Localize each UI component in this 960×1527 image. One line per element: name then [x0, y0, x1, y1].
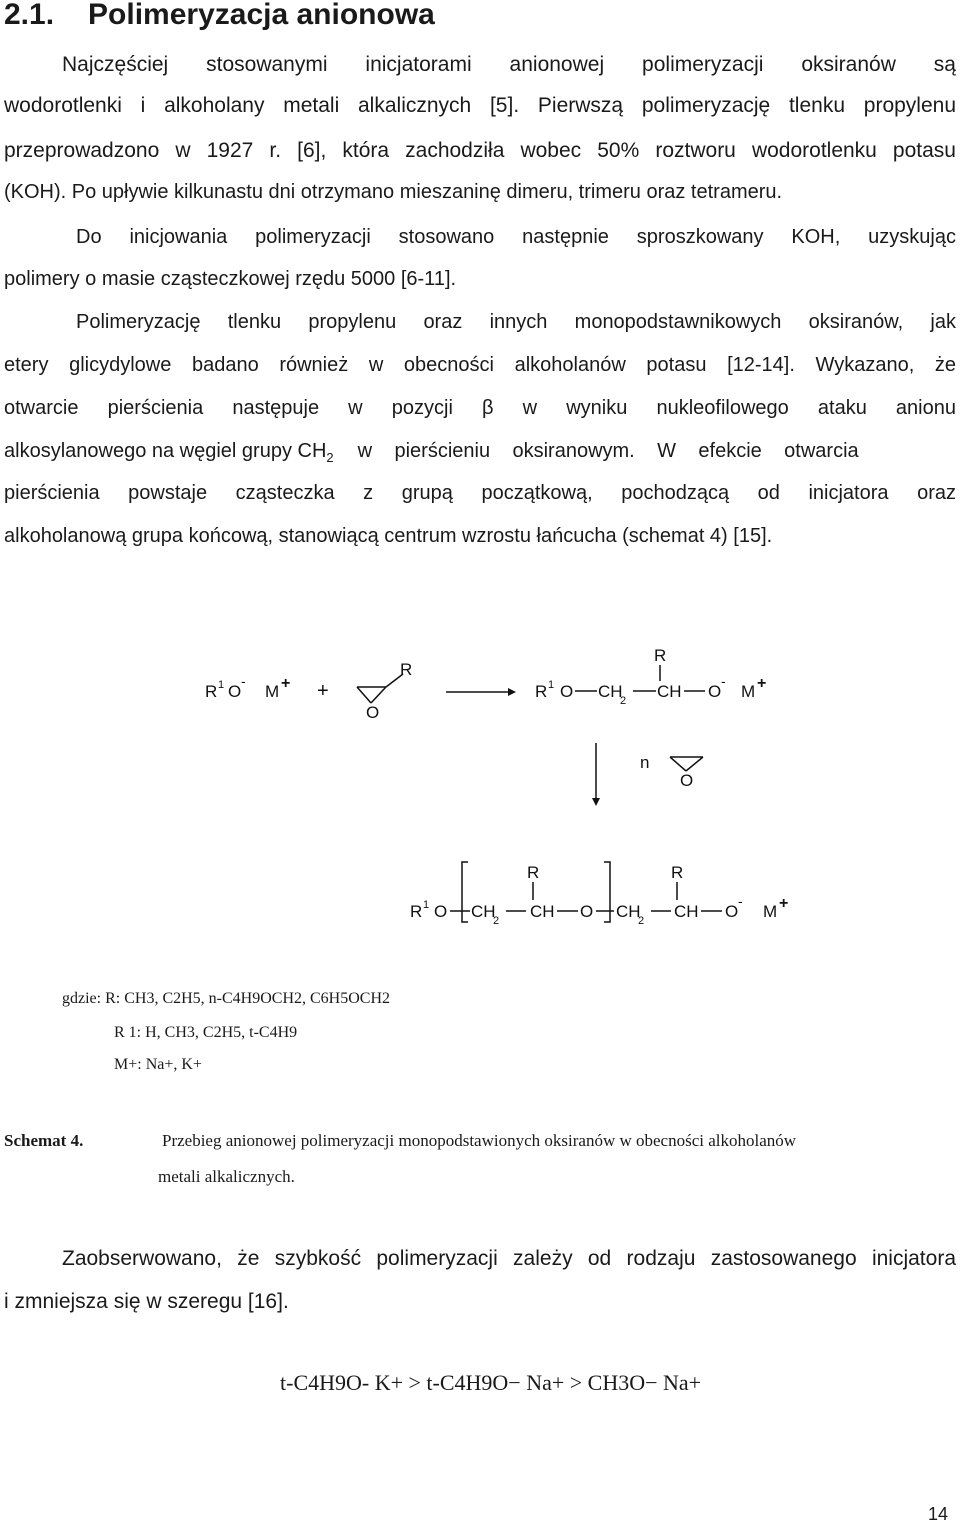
p3-line-4-b: w pierścieniu oksiranowym. W efekcie otwarcia: [357, 440, 859, 462]
poly-m: M: [763, 902, 778, 921]
poly-r1-sup: 1: [423, 899, 430, 911]
p2-line-1: Do inicjowania polimeryzacji stosowano następnie sproszkowany KOH, uzyskując: [76, 226, 956, 248]
epoxide-reactant: [357, 660, 412, 722]
poly-m-plus: +: [779, 895, 789, 912]
r1-sup: 1: [218, 679, 225, 691]
p2-line-2: polimery o masie cząsteczkowej rzędu 5000 [6-11].: [4, 268, 457, 290]
polymer-product: [0, 850, 960, 940]
p-r1: R: [535, 682, 548, 701]
poly-ch2-b: CH: [616, 902, 641, 921]
poly-o: O: [434, 902, 448, 921]
legend-line-3: M+: Na+, K+: [114, 1056, 202, 1073]
p-r: R: [654, 646, 667, 665]
caption-line-2: metali alkalicznych.: [158, 1167, 295, 1186]
poly-o-minus: O: [725, 902, 739, 921]
poly-ch2-b-sub: 2: [638, 915, 645, 927]
epoxide-r: R: [400, 660, 413, 679]
p-m-plus: +: [757, 675, 767, 692]
p-m: M: [741, 682, 756, 701]
p1-line-4: (KOH). Po upływie kilkunastu dni otrzymano mieszaninę dimeru, trimeru oraz tetrameru.: [4, 181, 783, 203]
poly-o-a: O: [580, 902, 594, 921]
p3-line-2: etery glicydylowe badano również w obecności alkoholanów potasu [12-14]. Wykazano, że: [4, 354, 956, 376]
product-row1: [535, 646, 766, 707]
legend-line-2: R 1: H, CH3, C2H5, t-C4H9: [114, 1024, 298, 1041]
poly-minus: -: [738, 893, 743, 909]
ch2-subscript: 2: [326, 450, 334, 465]
poly-ch2-a: CH: [471, 902, 496, 921]
section-number: 2.1.: [4, 0, 55, 31]
poly-ch-a: CH: [530, 902, 555, 921]
o-minus: O: [228, 682, 242, 701]
p3-line-1: Polimeryzację tlenku propylenu oraz innych monopodstawnikowych oksiranów, jak: [76, 311, 956, 333]
p3-line-3: otwarcie pierścienia następuje w pozycji β w wyniku nukleofilowego ataku anionu: [4, 397, 956, 419]
minus-sign: -: [241, 673, 246, 689]
plus-operator: +: [317, 680, 329, 702]
p4-line-2: i zmniejsza się w szeregu [16].: [4, 1290, 289, 1313]
n-epoxide-o: O: [680, 771, 694, 790]
reactivity-series: t-C4H9O- K+ > t-C4H9O− Na+ > CH3O− Na+: [280, 1370, 702, 1395]
p-r1-sup: 1: [548, 679, 555, 691]
poly-r1: R: [410, 902, 423, 921]
p-ch: CH: [657, 682, 682, 701]
p1-line-2: wodorotlenki i alkoholany metali alkalicznych [5]. Pierwszą polimeryzację tlenku propylenu: [4, 94, 956, 117]
p3-line-6: alkoholanową grupa końcową, stanowiącą centrum wzrostu łańcucha (schemat 4) [15].: [4, 525, 773, 547]
section-title: Polimeryzacja anionowa: [88, 0, 435, 31]
p-o: O: [560, 682, 574, 701]
caption-line-1: Przebieg anionowej polimeryzacji monopodstawionych oksiranów w obecności alkoholanów: [162, 1131, 797, 1150]
poly-ch2-a-sub: 2: [493, 915, 500, 927]
m-plus-sign: +: [281, 675, 291, 692]
p-minus: -: [721, 673, 726, 689]
poly-r-b: R: [671, 863, 684, 882]
p1-line-3: przeprowadzono w 1927 r. [6], która zachodziła wobec 50% roztworu wodorotlenku potasu: [4, 139, 956, 162]
p-ch2-sub: 2: [620, 695, 627, 707]
propagation-arrow: [592, 743, 600, 806]
p-o-minus: O: [708, 682, 722, 701]
p3-line-5: pierścienia powstaje cząsteczka z grupą początkową, pochodzącą od inicjatora oraz: [4, 482, 956, 504]
p3-line-4-a: alkosylanowego na węgiel grupy CH: [4, 440, 327, 462]
n-label: n: [640, 753, 650, 772]
r1-label: R: [205, 682, 218, 701]
poly-r-a: R: [527, 863, 540, 882]
reaction-arrow: [446, 688, 516, 696]
page-number: 14: [927, 1504, 948, 1524]
p4-line-1: Zaobserwowano, że szybkość polimeryzacji zależy od rodzaju zastosowanego inicjatora: [62, 1247, 956, 1270]
m-label: M: [265, 682, 280, 701]
poly-ch-b: CH: [674, 902, 699, 921]
n-epoxide: [640, 753, 703, 790]
caption-label: Schemat 4.: [4, 1131, 84, 1150]
initiator-left: [205, 673, 290, 701]
epoxide-o: O: [366, 703, 380, 722]
p-ch2: CH: [598, 682, 623, 701]
p1-line-1: Najczęściej stosowanymi inicjatorami anionowej polimeryzacji oksiranów są: [62, 53, 956, 76]
legend-line-1: gdzie: R: CH3, C2H5, n-C4H9OCH2, C6H5OCH2: [62, 990, 391, 1007]
